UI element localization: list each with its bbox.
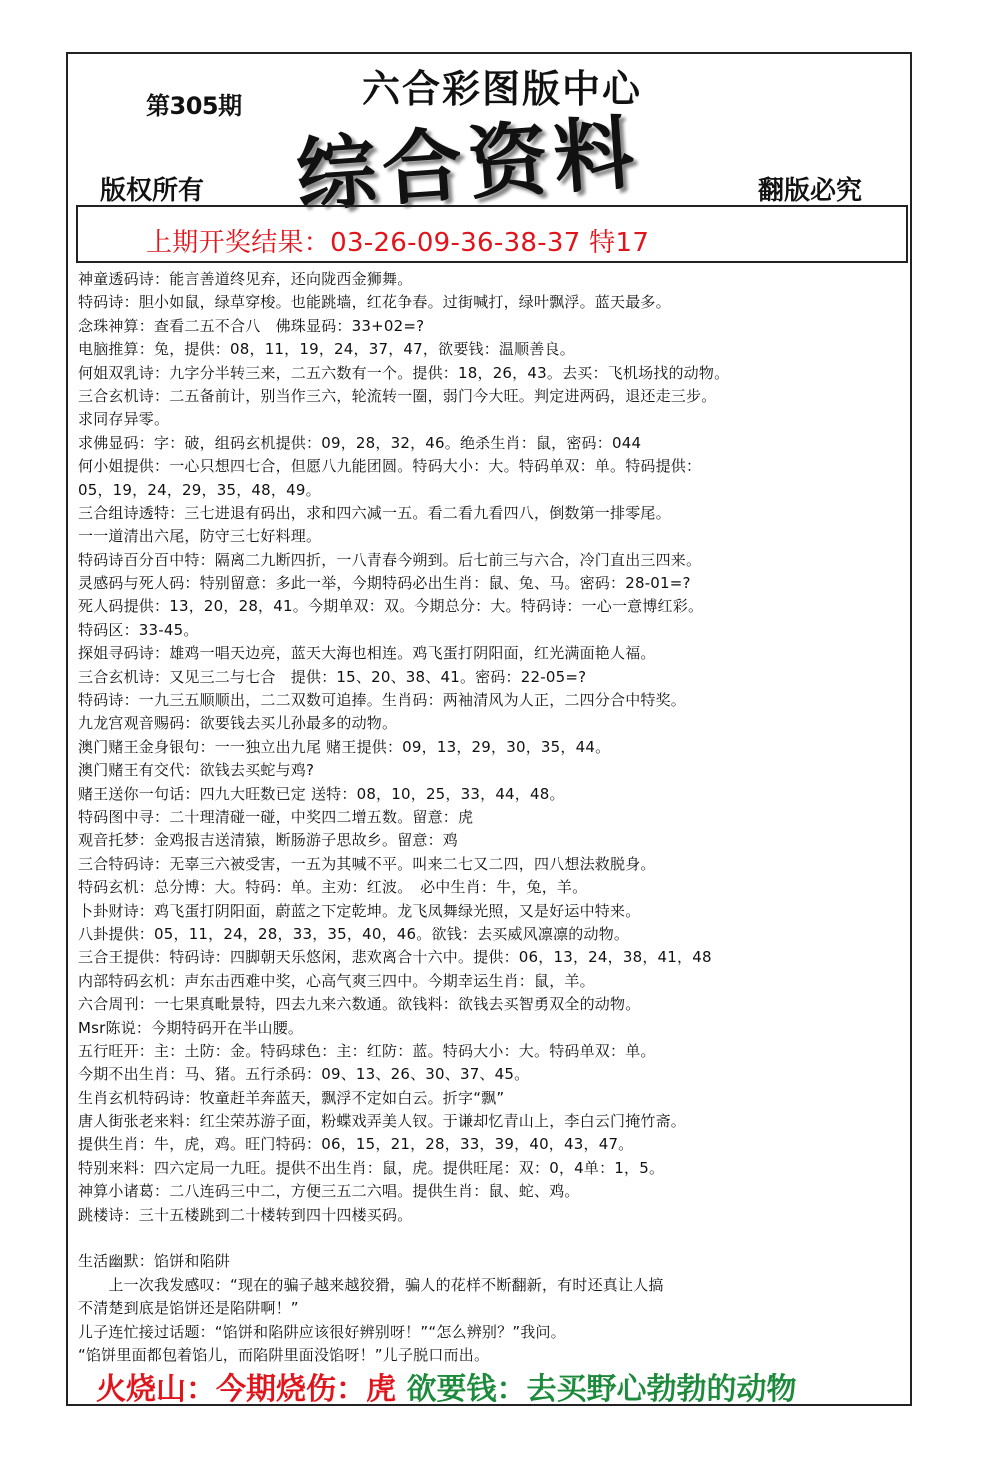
story-line: 儿子连忙接过话题：“馅饼和陷阱应该很好辨别呀！”“怎么辨别？”我问。	[78, 1322, 566, 1341]
tip-line: 灵感码与死人码：特别留意：多此一举，今期特码必出生肖：鼠、兔、马。密码：28-01=?	[78, 574, 691, 593]
copyright-tag: 版权所有	[100, 176, 205, 206]
story-title: 生活幽默：馅饼和陷阱	[78, 1252, 231, 1270]
tip-line: 探姐寻码诗：雄鸡一唱天边亮，蓝天大海也相连。鸡飞蛋打阴阳面，红光满面艳人福。	[78, 644, 656, 663]
tip-line: 三合特码诗：无辜三六被受害，一五为其喊不平。叫来二七又二四，四八想法救脱身。	[78, 854, 656, 873]
tip-line: 求佛显码：字：破，组码玄机提供：09，28，32，46。绝杀生肖：鼠，密码：044	[78, 433, 642, 452]
tip-line: 05，19，24，29，35，48，49。	[78, 480, 321, 499]
tip-line: 生肖玄机特码诗：牧童赶羊奔蓝天，飘浮不定如白云。折字“飘”	[78, 1088, 505, 1107]
story-line: 上一次我发感叹：“现在的骗子越来越狡猾，骗人的花样不断翻新，有时还真让人搞	[78, 1275, 664, 1294]
tip-line: 特别来料：四六定局一九旺。提供不出生肖：鼠，虎。提供旺尾：双：0，4单：1，5。	[78, 1158, 665, 1177]
footer-green-text: 欲要钱：去买野心勃勃的动物	[406, 1372, 797, 1407]
tip-line: 求同存异零。	[78, 410, 170, 429]
story-line: 不清楚到底是馅饼还是陷阱啊！”	[78, 1299, 299, 1318]
tip-line: 神童透码诗：能言善道终见弃，还向陇西金狮舞。	[78, 270, 413, 288]
tip-line: 提供生肖：牛，虎，鸡。旺门特码：06，15，21，28，33，39，40，43，47。	[78, 1135, 634, 1154]
center-title: 六合彩图版中心	[362, 66, 643, 111]
tip-line: 三合玄机诗：二五备前计，别当作三六，轮流转一圈，弱门今大旺。判定进两码，退还走三步。	[78, 386, 717, 405]
tip-line: 特码区：33-45。	[78, 620, 199, 639]
issue-number: 第305期	[146, 92, 242, 120]
tip-line: 特码图中寻：二十理清碰一碰，中奖四二增五数。留意：虎	[78, 807, 474, 826]
tip-line: 观音托梦：金鸡报吉送清猿，断肠游子思故乡。留意：鸡	[78, 831, 459, 850]
tip-line: 八卦提供：05，11，24，28，33，35，40，46。欲钱：去买威风凛凛的动物。	[78, 924, 630, 943]
humor-story	[78, 1250, 908, 1368]
footer-red-text: 火烧山：今期烧伤：虎	[96, 1372, 396, 1407]
tip-line: 赌王送你一句话：四九大旺数已定 送特：08，10，25，33，44，48。	[78, 784, 565, 803]
tip-line: 卜卦财诗：鸡飞蛋打阴阳面，蔚蓝之下定乾坤。龙飞凤舞绿光照，又是好运中特来。	[78, 901, 641, 920]
story-line: “馅饼里面都包着馅儿，而陷阱里面没馅呀！”儿子脱口而出。	[78, 1346, 490, 1365]
anti-piracy-tag: 翻版必究	[758, 176, 863, 206]
tip-line: 神算小诸葛：二八连码三中二，方便三五二六唱。提供生肖：鼠、蛇、鸡。	[78, 1182, 580, 1201]
tip-line: 今期不出生肖：马、猪。五行杀码：09、13、26、30、37、45。	[78, 1065, 530, 1084]
footer-banner	[96, 1364, 796, 1408]
tip-line: 一一道清出六尾，防守三七好料理。	[78, 527, 322, 546]
tip-line: 电脑推算：兔，提供：08，11，19，24，37，47，欲要钱：温顺善良。	[78, 340, 575, 359]
tip-line: 何小姐提供：一心只想四七合，但愿八九能团圆。特码大小：大。特码单双：单。特码提供：	[78, 457, 702, 476]
tip-line: 六合周刊：一七果真毗景特，四去九来六数通。欲钱料：欲钱去买智勇双全的动物。	[78, 995, 641, 1014]
tip-line: 三合王提供：特码诗：四脚朝天乐悠闲，悲欢离合十六中。提供：06，13，24，38，41，48	[78, 948, 712, 967]
tip-line: 三合玄机诗：又见三二与七合 提供：15、20、38、41。密码：22-05=?	[78, 667, 587, 686]
tip-line: 特码诗：一九三五顺顺出，二二双数可追捧。生肖码：两袖清风为人正，二四分合中特奖。	[78, 691, 687, 710]
tip-line: 死人码提供：13，20，28，41。今期单双：双。今期总分：大。特码诗：一心一意博红彩。	[78, 597, 704, 616]
tip-line: 九龙宫观音赐码：欲要钱去买儿孙最多的动物。	[78, 714, 398, 733]
tip-line: 跳楼诗：三十五楼跳到二十楼转到四十四楼买码。	[78, 1205, 413, 1224]
tip-line: 澳门赌王金身银句：一一独立出九尾 赌王提供：09，13，29，30，35，44。	[78, 737, 611, 756]
tip-line: 何姐双乳诗：九字分半转三来，二五六数有一个。提供：18，26，43。去买：飞机场找的动物。	[78, 363, 730, 382]
tip-line: 念珠神算：查看二五不合八 佛珠显码：33+02=?	[78, 316, 425, 335]
last-draw-result: 上期开奖结果：03-26-09-36-38-37 特17	[146, 228, 650, 258]
tip-line: 内部特码玄机：声东击西难中奖，心高气爽三四中。今期幸运生肖：鼠，羊。	[78, 971, 595, 990]
tips-list	[78, 268, 908, 1227]
tip-line: 特码诗百分百中特：隔离二九断四折，一八青春今朔到。后七前三与六合，冷门直出三四来。	[78, 550, 702, 569]
big-title: 综合资料	[293, 105, 643, 223]
tip-line: 澳门赌王有交代：欲钱去买蛇与鸡?	[78, 761, 315, 780]
tip-line: 唐人街张老来料：红尘荣苏游子面，粉蝶戏弄美人钗。于谦却忆青山上，李白云门掩竹斋。	[78, 1112, 687, 1131]
tip-line: 五行旺开：主：土防：金。特码球色：主：红防：蓝。特码大小：大。特码单双：单。	[78, 1041, 656, 1060]
tip-line: 特码玄机：总分博：大。特码：单。主劝：红波。 必中生肖：牛，兔，羊。	[78, 878, 588, 897]
tip-line: Msr陈说：今期特码开在半山腰。	[78, 1018, 304, 1037]
tip-line: 三合组诗透特：三七进退有码出，求和四六减一五。看二看九看四八，倒数第一排零尾。	[78, 503, 671, 522]
tip-line: 特码诗：胆小如鼠，绿草穿梭。也能跳墙，红花争春。过街喊打，绿叶飘浮。蓝天最多。	[78, 293, 671, 312]
